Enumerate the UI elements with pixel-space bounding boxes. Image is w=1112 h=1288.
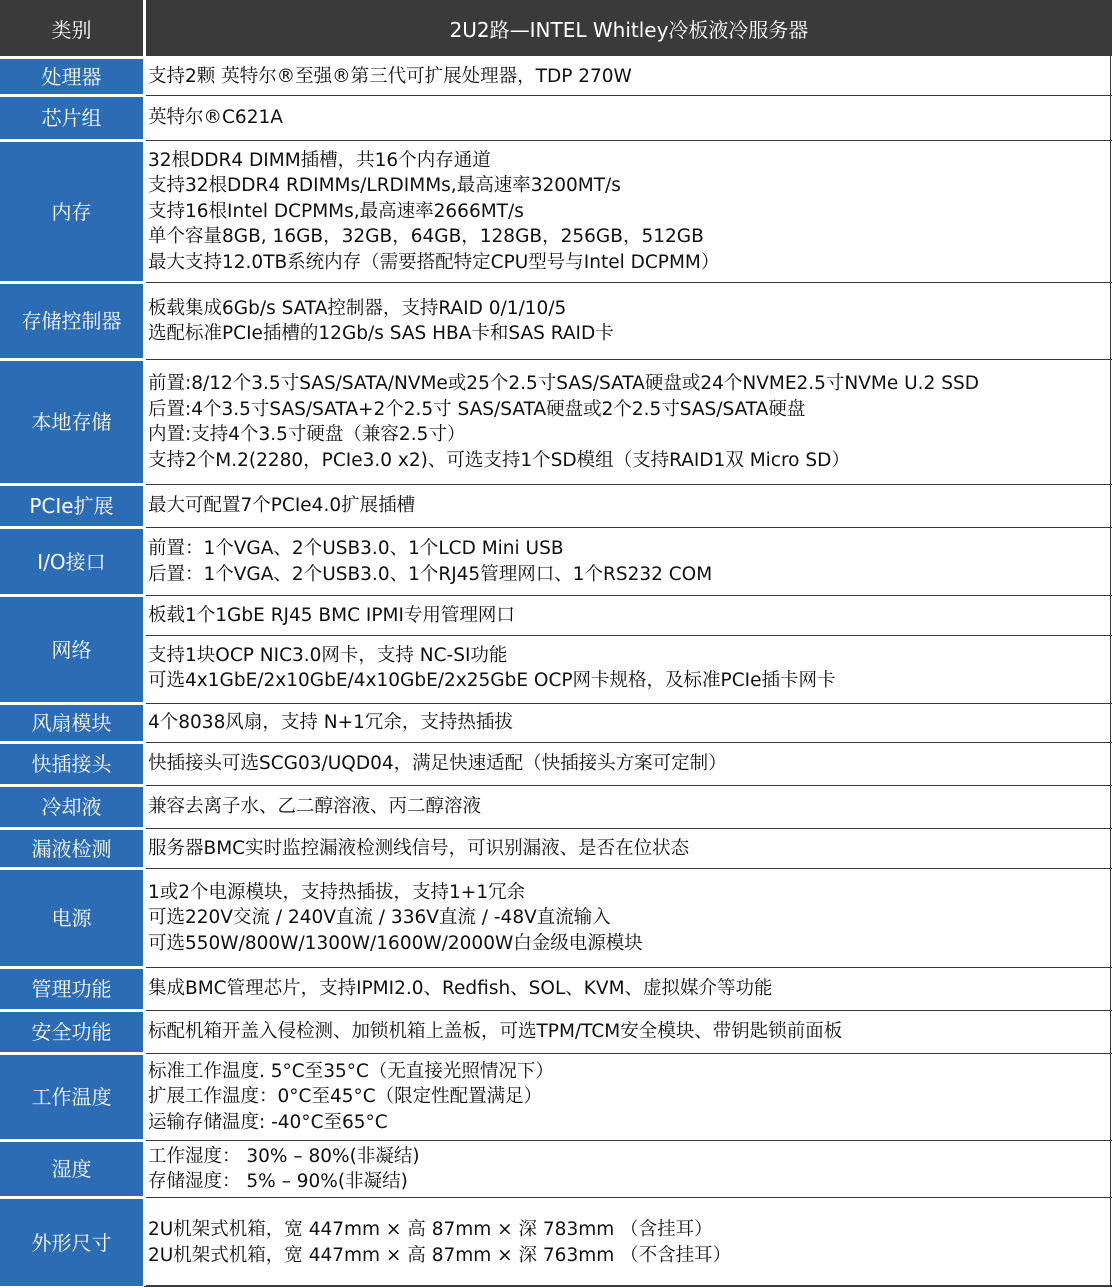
row-label: 外形尺寸 xyxy=(0,1199,143,1286)
row-value xyxy=(146,787,1110,827)
row-divider xyxy=(144,595,1112,596)
value-line: 标配机箱开盖入侵检测、加锁机箱上盖板，可选TPM/TCM安全模块、带钥匙锁前面板 xyxy=(148,1021,843,1043)
row-label: 处理器 xyxy=(0,59,143,94)
value-line: 后置：1个VGA、2个USB3.0、1个RJ45管理网口、1个RS232 COM xyxy=(148,563,713,585)
value-line: 最大可配置7个PCIe4.0扩展插槽 xyxy=(148,495,416,517)
value-line: 单个容量8GB, 16GB，32GB，64GB，128GB，256GB，512GB xyxy=(148,226,704,248)
row-value xyxy=(146,1199,1110,1286)
row-value xyxy=(146,486,1110,526)
row-divider xyxy=(144,742,1112,743)
row-label: 漏液检测 xyxy=(0,830,143,867)
row-value xyxy=(146,284,1110,358)
row-value xyxy=(146,529,1110,594)
value-line: 集成BMC管理芯片，支持IPMI2.0、Redfish、SOL、KVM、虚拟媒介等功能 xyxy=(148,978,773,1000)
row-divider xyxy=(144,785,1112,786)
row-divider xyxy=(144,527,1112,528)
value-line: 内置:支持4个3.5寸硬盘（兼容2.5寸） xyxy=(148,424,466,445)
row-divider xyxy=(144,484,1112,485)
row-value xyxy=(146,830,1110,867)
table-right-border xyxy=(1110,56,1111,1286)
row-label: 存储控制器 xyxy=(0,284,143,358)
row-divider xyxy=(144,1140,1112,1141)
row-divider xyxy=(144,703,1112,704)
value-line: 支持2个M.2(2280，PCIe3.0 x2)、可选支持1个SD模组（支持RAID1双 Micro SD） xyxy=(148,449,850,471)
header-category-label: 类别 xyxy=(0,0,143,56)
value-line: 最大支持12.0TB系统内存（需要搭配特定CPU型号与Intel DCPMM） xyxy=(148,251,720,273)
row-label: 芯片组 xyxy=(0,97,143,139)
row-label: 工作温度 xyxy=(0,1055,143,1139)
value-line: 英特尔®C621A xyxy=(148,107,283,129)
row-divider xyxy=(144,868,1112,869)
row-label: 电源 xyxy=(0,870,143,966)
row-label: 网络 xyxy=(0,597,143,702)
row-value xyxy=(146,1012,1110,1052)
row-value xyxy=(146,142,1110,281)
row-value xyxy=(146,744,1110,784)
row-label: PCIe扩展 xyxy=(0,486,143,526)
row-value xyxy=(146,634,1110,702)
row-divider xyxy=(144,95,1112,96)
row-divider xyxy=(144,1197,1112,1198)
row-divider xyxy=(144,282,1112,283)
value-line: 4个8038风扇，支持 N+1冗余，支持热插拔 xyxy=(148,712,513,734)
value-line: 服务器BMC实时监控漏液检测线信号，可识别漏液、是否在位状态 xyxy=(148,837,690,859)
row-divider xyxy=(144,1010,1112,1011)
row-label: 内存 xyxy=(0,142,143,281)
value-line: 支持16根Intel DCPMMs,最高速率2666MT/s xyxy=(148,200,524,222)
row-divider xyxy=(144,359,1112,360)
value-line: 运输存储温度: -40°C至65°C xyxy=(148,1111,388,1133)
value-line: 支持32根DDR4 RDIMMs/LRDIMMs,最高速率3200MT/s xyxy=(148,175,621,197)
row-value xyxy=(146,361,1110,483)
row-value xyxy=(146,597,1110,634)
value-line: 存储湿度： 5% – 90%(非凝结) xyxy=(148,1171,408,1192)
row-label: 快插接头 xyxy=(0,744,143,784)
row-value xyxy=(146,969,1110,1009)
value-line: 板载集成6Gb/s SATA控制器，支持RAID 0/1/10/5 xyxy=(148,297,567,319)
row-label: 风扇模块 xyxy=(0,705,143,741)
row-value xyxy=(146,97,1110,139)
value-line: 选配标准PCIe插槽的12Gb/s SAS HBA卡和SAS RAID卡 xyxy=(148,323,614,344)
table-title: 2U2路—INTEL Whitley冷板液冷服务器 xyxy=(146,0,1112,56)
value-line: 工作湿度： 30% – 80%(非凝结) xyxy=(148,1145,420,1167)
row-divider xyxy=(144,1285,1112,1287)
value-line: 1或2个电源模块，支持热插拔，支持1+1冗余 xyxy=(148,881,526,903)
value-line: 可选4x1GbE/2x10GbE/4x10GbE/2x25GbE OCP网卡规格，及标准PCIe插卡网卡 xyxy=(148,670,836,691)
row-divider xyxy=(144,1053,1112,1054)
value-line: 标准工作温度. 5°C至35°C（无直接光照情况下） xyxy=(148,1060,554,1082)
row-divider xyxy=(144,828,1112,829)
value-line: 支持2颗 英特尔®至强®第三代可扩展处理器，TDP 270W xyxy=(148,65,632,87)
value-line: 支持1块OCP NIC3.0网卡，支持 NC-SI功能 xyxy=(148,644,508,666)
row-value xyxy=(146,59,1110,94)
value-line: 2U机架式机箱，宽 447mm × 高 87mm × 深 783mm （含挂耳） xyxy=(148,1219,713,1240)
row-label: 冷却液 xyxy=(0,787,143,827)
row-value xyxy=(146,1055,1110,1139)
row-label: 湿度 xyxy=(0,1142,143,1196)
row-value xyxy=(146,870,1110,966)
row-value xyxy=(146,705,1110,741)
column-separator xyxy=(143,56,146,1286)
value-line: 可选220V交流 / 240V直流 / 336V直流 / -48V直流输入 xyxy=(148,907,611,929)
value-line: 前置：1个VGA、2个USB3.0、1个LCD Mini USB xyxy=(148,538,564,559)
row-label: I/O接口 xyxy=(0,529,143,594)
value-line: 后置:4个3.5寸SAS/SATA+2个2.5寸 SAS/SATA硬盘或2个2.5寸SAS/SATA硬盘 xyxy=(148,398,806,420)
value-line: 可选550W/800W/1300W/1600W/2000W白金级电源模块 xyxy=(148,932,643,954)
row-divider xyxy=(144,140,1112,141)
value-line: 兼容去离子水、乙二醇溶液、丙二醇溶液 xyxy=(148,796,482,818)
value-line: 扩展工作温度：0°C至45°C（限定性配置满足） xyxy=(148,1086,543,1108)
value-line: 快插接头可选SCG03/UQD04，满足快速适配（快插接头方案可定制） xyxy=(148,753,727,775)
value-line: 前置:8/12个3.5寸SAS/SATA/NVMe或25个2.5寸SAS/SATA硬盘或24个NVME2.5寸NVMe U.2 SSD xyxy=(148,373,979,394)
row-label: 安全功能 xyxy=(0,1012,143,1052)
row-divider xyxy=(144,967,1112,968)
value-line: 板载1个1GbE RJ45 BMC IPMI专用管理网口 xyxy=(148,604,515,626)
row-value xyxy=(146,1142,1110,1196)
row-label: 本地存储 xyxy=(0,361,143,483)
row-label: 管理功能 xyxy=(0,969,143,1009)
value-line: 32根DDR4 DIMM插槽，共16个内存通道 xyxy=(148,149,491,171)
value-line: 2U机架式机箱，宽 447mm × 高 87mm × 深 763mm （不含挂耳） xyxy=(148,1244,732,1266)
